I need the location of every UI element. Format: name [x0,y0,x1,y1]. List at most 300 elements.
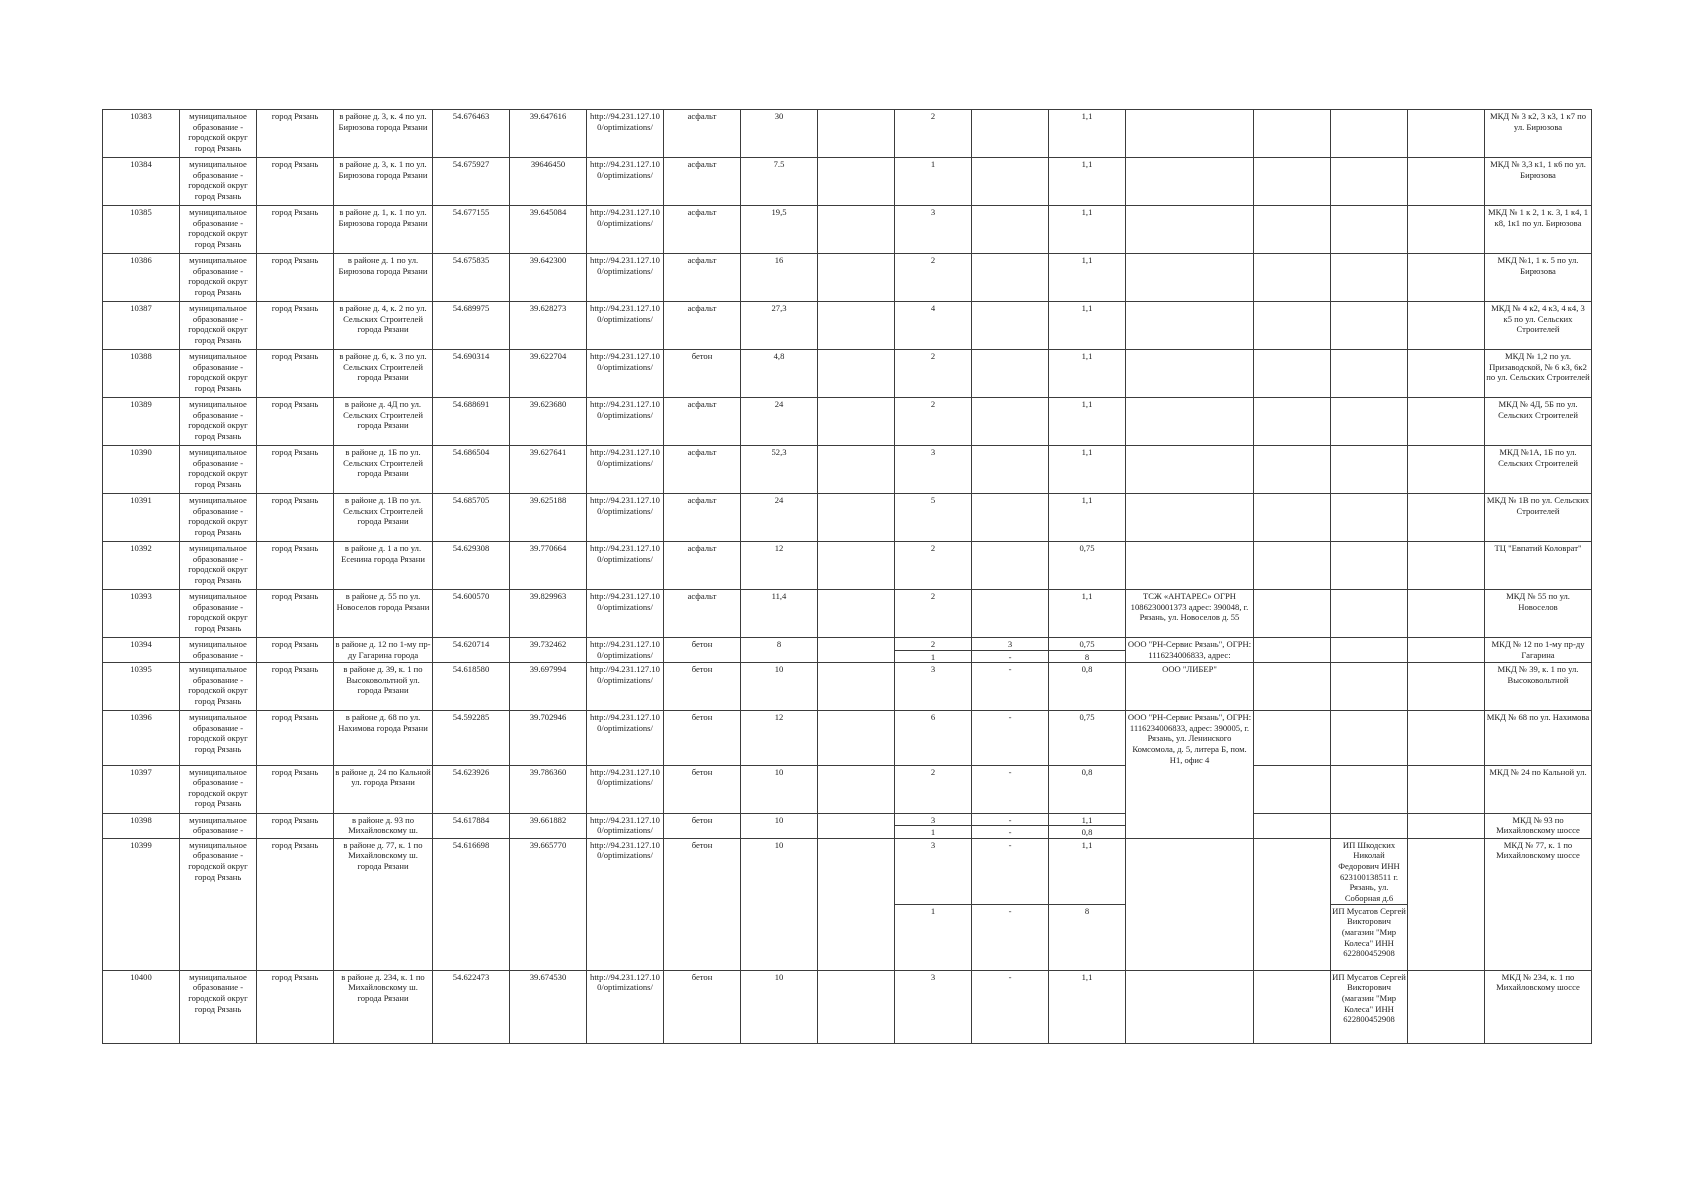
municipality: муниципальное образование - городской округ город Рязань [180,446,257,494]
container-volume: 8 [1049,904,1126,970]
container-count: 6 [895,711,972,765]
empty-col [1254,813,1331,838]
row-id: 10400 [103,970,180,1043]
surface: асфальт [664,398,741,446]
container-volume: 8 [1049,650,1126,663]
latitude: 54.592285 [433,711,510,765]
empty-col [1408,711,1485,765]
container-volume: 1,1 [1049,206,1126,254]
container-count: 2 [895,350,972,398]
container-count: 2 [895,765,972,813]
container-volume: 0,8 [1049,765,1126,813]
area: 27,3 [741,302,818,350]
area: 10 [741,838,818,970]
url: http://94.231.127.10 0/optimizations/ [587,711,664,765]
entrepreneur-info [1331,254,1408,302]
address: в районе д. 1В по ул. Сельских Строителей города Рязани [334,494,433,542]
apartment-buildings: МКД № 1,2 по ул. Призаводской, № 6 к3, 6к2 по ул. Сельских Строителей [1485,350,1592,398]
latitude: 54.600570 [433,590,510,638]
container-count: 2 [895,590,972,638]
empty-col [1408,590,1485,638]
empty-col [1254,590,1331,638]
row-id: 10391 [103,494,180,542]
planned-count [972,446,1049,494]
row-id: 10385 [103,206,180,254]
city: город Рязань [257,446,334,494]
city: город Рязань [257,398,334,446]
entrepreneur-info [1331,813,1408,838]
entrepreneur-info [1331,638,1408,663]
municipality: муниципальное образование - городской округ город Рязань [180,158,257,206]
longitude: 39.622704 [510,350,587,398]
empty-col [1408,542,1485,590]
empty-col [1408,813,1485,838]
empty-col [818,711,895,765]
area: 24 [741,494,818,542]
row-id: 10392 [103,542,180,590]
empty-col [818,110,895,158]
longitude: 39.697994 [510,663,587,711]
surface: асфальт [664,590,741,638]
container-count: 1 [895,904,972,970]
entrepreneur-info [1331,302,1408,350]
planned-count [972,206,1049,254]
empty-col [1408,446,1485,494]
latitude: 54.617884 [433,813,510,838]
city: город Рязань [257,302,334,350]
empty-col [1254,254,1331,302]
latitude: 54.675835 [433,254,510,302]
planned-count [972,350,1049,398]
row-id: 10395 [103,663,180,711]
url: http://94.231.127.10 0/optimizations/ [587,158,664,206]
address: в районе д. 1, к. 1 по ул. Бирюзова города Рязани [334,206,433,254]
apartment-buildings: МКД №1А, 1Б по ул. Сельских Строителей [1485,446,1592,494]
apartment-buildings: МКД № 3,3 к1, 1 к6 по ул. Бирюзова [1485,158,1592,206]
longitude: 39.770664 [510,542,587,590]
entrepreneur-info [1331,206,1408,254]
empty-col [818,494,895,542]
city: город Рязань [257,970,334,1043]
owner-info [1126,398,1254,446]
url: http://94.231.127.10 0/optimizations/ [587,398,664,446]
apartment-buildings: МКД № 39, к. 1 по ул. Высоковольтной [1485,663,1592,711]
surface: асфальт [664,542,741,590]
url: http://94.231.127.10 0/optimizations/ [587,970,664,1043]
table-row [103,638,1592,651]
apartment-buildings: МКД № 55 по ул. Новоселов [1485,590,1592,638]
empty-col [1254,398,1331,446]
empty-col [818,813,895,838]
container-count: 4 [895,302,972,350]
table-row [103,711,1592,765]
latitude: 54.676463 [433,110,510,158]
owner-info [1126,446,1254,494]
address: в районе д. 3, к. 1 по ул. Бирюзова города Рязани [334,158,433,206]
empty-col [1254,494,1331,542]
surface: асфальт [664,446,741,494]
container-count: 2 [895,254,972,302]
latitude: 54.689975 [433,302,510,350]
surface: бетон [664,711,741,765]
owner-info [1126,350,1254,398]
municipality: муниципальное образование - городской округ город Рязань [180,494,257,542]
municipality: муниципальное образование - [180,813,257,838]
owner-info [1126,110,1254,158]
address: в районе д. 77, к. 1 по Михайловскому ш. города Рязани [334,838,433,970]
surface: асфальт [664,110,741,158]
table-row [103,494,1592,542]
owner-info [1126,813,1254,838]
empty-col [1254,970,1331,1043]
municipality: муниципальное образование - городской округ город Рязань [180,206,257,254]
empty-col [1408,765,1485,813]
apartment-buildings: МКД № 24 по Кальной ул. [1485,765,1592,813]
longitude: 39.645084 [510,206,587,254]
url: http://94.231.127.10 0/optimizations/ [587,302,664,350]
longitude: 39.628273 [510,302,587,350]
latitude: 54.616698 [433,838,510,970]
empty-col [818,302,895,350]
city: город Рязань [257,494,334,542]
planned-count: - [972,838,1049,904]
city: город Рязань [257,350,334,398]
municipality: муниципальное образование - городской округ город Рязань [180,663,257,711]
apartment-buildings: МКД № 234, к. 1 по Михайловскому шоссе [1485,970,1592,1043]
empty-col [1408,302,1485,350]
city: город Рязань [257,813,334,838]
entrepreneur-info [1331,590,1408,638]
table-row [103,663,1592,711]
longitude: 39.674530 [510,970,587,1043]
container-volume: 0,75 [1049,711,1126,765]
longitude: 39.647616 [510,110,587,158]
container-volume: 1,1 [1049,398,1126,446]
url: http://94.231.127.10 0/optimizations/ [587,110,664,158]
area: 19,5 [741,206,818,254]
row-id: 10394 [103,638,180,663]
url: http://94.231.127.10 0/optimizations/ [587,494,664,542]
url: http://94.231.127.10 0/optimizations/ [587,542,664,590]
container-count: 1 [895,650,972,663]
latitude: 54.677155 [433,206,510,254]
area: 8 [741,638,818,663]
planned-count: 3 [972,638,1049,651]
container-volume: 0,8 [1049,663,1126,711]
address: в районе д. 1Б по ул. Сельских Строителей города Рязани [334,446,433,494]
planned-count: - [972,904,1049,970]
url: http://94.231.127.10 0/optimizations/ [587,663,664,711]
container-volume: 1,1 [1049,494,1126,542]
address: в районе д. 24 по Кальной ул. города Рязани [334,765,433,813]
area: 12 [741,542,818,590]
apartment-buildings: МКД № 12 по 1-му пр-ду Гагарина [1485,638,1592,663]
municipality: муниципальное образование - городской округ город Рязань [180,542,257,590]
empty-col [818,350,895,398]
area: 11,4 [741,590,818,638]
entrepreneur-info [1331,765,1408,813]
empty-col [1408,206,1485,254]
empty-col [1408,970,1485,1043]
empty-col [818,590,895,638]
latitude: 54.629308 [433,542,510,590]
container-count: 2 [895,638,972,651]
container-volume: 1,1 [1049,254,1126,302]
empty-col [1254,350,1331,398]
url: http://94.231.127.10 0/optimizations/ [587,813,664,838]
surface: бетон [664,813,741,838]
area: 10 [741,813,818,838]
row-id: 10388 [103,350,180,398]
surface: бетон [664,663,741,711]
latitude: 54.622473 [433,970,510,1043]
empty-col [1408,398,1485,446]
empty-col [1254,711,1331,765]
planned-count [972,398,1049,446]
entrepreneur-info [1331,350,1408,398]
area: 30 [741,110,818,158]
empty-col [1408,254,1485,302]
empty-col [818,158,895,206]
owner-info [1126,970,1254,1043]
entrepreneur-info [1331,711,1408,765]
url: http://94.231.127.10 0/optimizations/ [587,206,664,254]
apartment-buildings: ТЦ "Евпатий Коловрат" [1485,542,1592,590]
planned-count: - [972,765,1049,813]
address: в районе д. 1 по ул. Бирюзова города Рязани [334,254,433,302]
row-id: 10383 [103,110,180,158]
empty-col [1408,110,1485,158]
surface: асфальт [664,206,741,254]
empty-col [1408,350,1485,398]
city: город Рязань [257,638,334,663]
table-row [103,446,1592,494]
area: 12 [741,711,818,765]
entrepreneur-info [1331,663,1408,711]
surface: бетон [664,838,741,970]
municipality: муниципальное образование - городской округ город Рязань [180,838,257,970]
longitude: 39646450 [510,158,587,206]
table-row [103,350,1592,398]
address: в районе д. 93 по Михайловскому ш. [334,813,433,838]
apartment-buildings: МКД № 1 к 2, 1 к. 3, 1 к4, 1 к8, 1к1 по ул. Бирюзова [1485,206,1592,254]
municipality: муниципальное образование - городской округ город Рязань [180,350,257,398]
owner-info [1126,302,1254,350]
entrepreneur-info: ИП Мусатов Сергей Викторович (магазин "Мир Колеса" ИНН 622800452908 [1331,904,1408,970]
longitude: 39.661882 [510,813,587,838]
address: в районе д. 4Д по ул. Сельских Строителей города Рязани [334,398,433,446]
area: 10 [741,663,818,711]
container-volume: 0,75 [1049,638,1126,651]
longitude: 39.623680 [510,398,587,446]
entrepreneur-info: ИП Мусатов Сергей Викторович (магазин "Мир Колеса" ИНН 622800452908 [1331,970,1408,1043]
table-row [103,813,1592,826]
longitude: 39.625188 [510,494,587,542]
row-id: 10396 [103,711,180,765]
surface: асфальт [664,302,741,350]
entrepreneur-info [1331,398,1408,446]
latitude: 54.690314 [433,350,510,398]
area: 24 [741,398,818,446]
entrepreneur-info: ИП Шкодских Николай Федорович ИНН 623100138511 г. Рязань, ул. Соборная д.6 [1331,838,1408,904]
city: город Рязань [257,158,334,206]
latitude: 54.675927 [433,158,510,206]
planned-count [972,158,1049,206]
row-id: 10390 [103,446,180,494]
planned-count: - [972,970,1049,1043]
empty-col [1408,838,1485,970]
latitude: 54.623926 [433,765,510,813]
row-id: 10397 [103,765,180,813]
address: в районе д. 55 по ул. Новоселов города Рязани [334,590,433,638]
surface: асфальт [664,494,741,542]
area: 10 [741,765,818,813]
apartment-buildings: МКД № 4Д, 5Б по ул. Сельских Строителей [1485,398,1592,446]
entrepreneur-info [1331,542,1408,590]
longitude: 39.732462 [510,638,587,663]
url: http://94.231.127.10 0/optimizations/ [587,638,664,663]
apartment-buildings: МКД №1, 1 к. 5 по ул. Бирюзова [1485,254,1592,302]
table-row [103,542,1592,590]
empty-col [818,542,895,590]
url: http://94.231.127.10 0/optimizations/ [587,765,664,813]
container-count: 3 [895,206,972,254]
owner-info [1126,206,1254,254]
longitude: 39.702946 [510,711,587,765]
table-row [103,398,1592,446]
container-volume: 0,8 [1049,826,1126,839]
empty-col [1254,158,1331,206]
empty-col [1254,302,1331,350]
container-count: 2 [895,398,972,446]
surface: асфальт [664,254,741,302]
table-row [103,765,1592,813]
empty-col [1254,542,1331,590]
municipality: муниципальное образование - городской округ город Рязань [180,254,257,302]
empty-col [1408,663,1485,711]
container-volume: 1,1 [1049,970,1126,1043]
empty-col [1254,206,1331,254]
planned-count: - [972,826,1049,839]
empty-col [818,838,895,970]
container-volume: 1,1 [1049,446,1126,494]
area: 16 [741,254,818,302]
address: в районе д. 234, к. 1 по Михайловскому ш. города Рязани [334,970,433,1043]
container-volume: 1,1 [1049,350,1126,398]
row-id: 10393 [103,590,180,638]
city: город Рязань [257,663,334,711]
container-volume: 0,75 [1049,542,1126,590]
planned-count [972,494,1049,542]
row-id: 10398 [103,813,180,838]
owner-info [1126,542,1254,590]
table-row [103,838,1592,904]
municipality: муниципальное образование - городской округ город Рязань [180,110,257,158]
empty-col [818,398,895,446]
empty-col [1254,110,1331,158]
empty-col [818,206,895,254]
apartment-buildings: МКД № 93 по Михайловскому шоссе [1485,813,1592,838]
area: 10 [741,970,818,1043]
owner-info [1126,838,1254,970]
container-volume: 1,1 [1049,813,1126,826]
container-count: 2 [895,542,972,590]
container-volume: 1,1 [1049,838,1126,904]
municipality: муниципальное образование - [180,638,257,663]
longitude: 39.627641 [510,446,587,494]
owner-info [1126,158,1254,206]
surface: асфальт [664,158,741,206]
surface: бетон [664,970,741,1043]
entrepreneur-info [1331,110,1408,158]
row-id: 10384 [103,158,180,206]
latitude: 54.686504 [433,446,510,494]
address: в районе д. 1 а по ул. Есенина города Рязани [334,542,433,590]
owner-info: ООО "РН-Сервис Рязань", ОГРН: 1116234006833, адрес: 390005, г. Рязань, ул. Ленинского Комсомола, д. 5, литера Б, пом. Н1, офис 4 [1126,711,1254,765]
city: город Рязань [257,110,334,158]
area: 7.5 [741,158,818,206]
city: город Рязань [257,254,334,302]
table-row [103,110,1592,158]
latitude: 54.688691 [433,398,510,446]
empty-col [1254,638,1331,663]
address: в районе д. 4, к. 2 по ул. Сельских Строителей города Рязани [334,302,433,350]
empty-col [818,254,895,302]
entrepreneur-info [1331,158,1408,206]
table-row [103,254,1592,302]
container-count: 2 [895,110,972,158]
url: http://94.231.127.10 0/optimizations/ [587,350,664,398]
apartment-buildings: МКД № 3 к2, 3 к3, 1 к7 по ул. Бирюзова [1485,110,1592,158]
planned-count: - [972,711,1049,765]
empty-col [1254,663,1331,711]
municipality: муниципальное образование - городской округ город Рязань [180,711,257,765]
address: в районе д. 6, к. 3 по ул. Сельских Строителей города Рязани [334,350,433,398]
empty-col [818,446,895,494]
empty-col [1254,765,1331,813]
surface: бетон [664,765,741,813]
apartment-buildings: МКД № 77, к. 1 по Михайловскому шоссе [1485,838,1592,970]
surface: бетон [664,350,741,398]
empty-col [1408,638,1485,663]
city: город Рязань [257,838,334,970]
latitude: 54.618580 [433,663,510,711]
registry-table [102,109,1592,1044]
city: город Рязань [257,711,334,765]
url: http://94.231.127.10 0/optimizations/ [587,446,664,494]
empty-col [1254,446,1331,494]
address: в районе д. 68 по ул. Нахимова города Рязани [334,711,433,765]
url: http://94.231.127.10 0/optimizations/ [587,838,664,970]
container-count: 3 [895,838,972,904]
city: город Рязань [257,542,334,590]
latitude: 54.620714 [433,638,510,663]
container-volume: 1,1 [1049,158,1126,206]
planned-count: - [972,663,1049,711]
apartment-buildings: МКД № 4 к2, 4 к3, 4 к4, 3 к5 по ул. Сельских Строителей [1485,302,1592,350]
table-row [103,590,1592,638]
container-volume: 1,1 [1049,302,1126,350]
city: город Рязань [257,765,334,813]
table-row [103,970,1592,1043]
table-row [103,158,1592,206]
owner-info [1126,765,1254,813]
empty-col [818,663,895,711]
surface: бетон [664,638,741,663]
apartment-buildings: МКД № 1В по ул. Сельских Строителей [1485,494,1592,542]
empty-col [818,970,895,1043]
container-volume: 1,1 [1049,590,1126,638]
